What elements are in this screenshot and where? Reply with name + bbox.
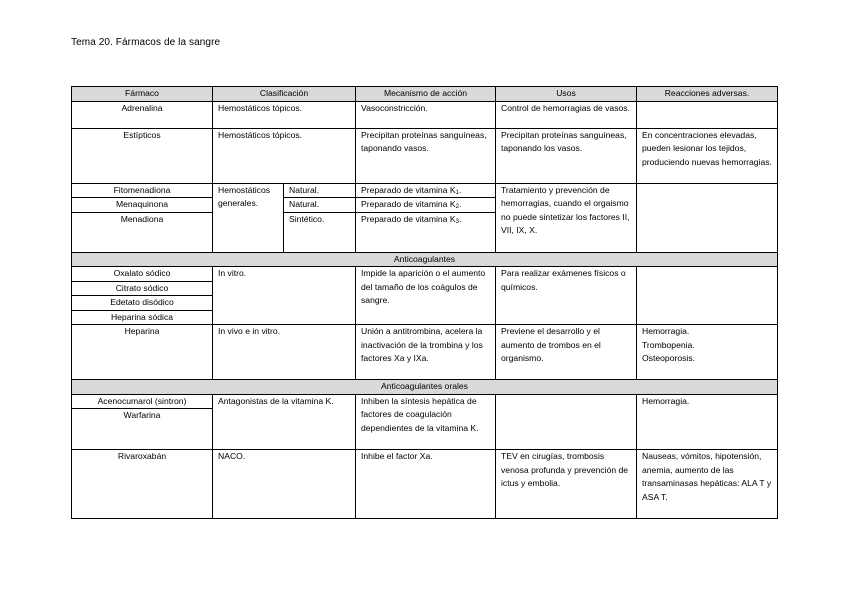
mechanism-cell: Unión a antitrombina, acelera la inactivación de la trombina y los factores Xa y IXa. <box>356 325 496 380</box>
classification-cell: Hemostáticos tópicos. <box>213 101 356 128</box>
drug-name: Citrato sódico <box>72 281 213 296</box>
mechanism-cell: Inhiben la síntesis hepática de factores de coagulación dependientes de la vitamina K. <box>356 394 496 450</box>
header-usos: Usos <box>496 87 637 102</box>
mechanism-cell <box>356 183 496 198</box>
vitamin-subscript: 3 <box>455 218 459 225</box>
header-farmaco: Fármaco <box>72 87 213 102</box>
table-row <box>72 267 778 282</box>
adverse-item: Osteoporosis. <box>642 353 696 363</box>
table-row <box>72 394 778 409</box>
mechanism-cell: Precipitan proteínas sanguíneas, taponando vasos. <box>356 128 496 183</box>
vitamin-subscript: 1 <box>455 189 459 196</box>
adverse-item: Hemorragia. <box>642 326 690 336</box>
adverse-item: Trombopenia. <box>642 339 695 350</box>
adverse-cell: En concentraciones elevadas, pueden lesionar los tejidos, produciendo nuevas hemorragias. <box>637 128 778 183</box>
section-anticoagulantes: Anticoagulantes <box>72 252 778 267</box>
classification-cell: In vivo e in vitro. <box>213 325 356 380</box>
mechanism-text: Preparado de vitamina K <box>361 184 456 195</box>
classification-cell: NACO. <box>213 450 356 519</box>
drug-name: Adrenalina <box>72 101 213 128</box>
uses-cell: TEV en cirugías, trombosis venosa profunda y prevención de ictus y embolia. <box>496 450 637 519</box>
drug-name: Fitomenadiona <box>72 183 213 198</box>
uses-cell: Tratamiento y prevención de hemorragias, cuando el orgaismo no puede sintetizar los factores II, VII, IX, X. <box>496 183 637 252</box>
adverse-cell <box>637 183 778 252</box>
header-reacciones: Reacciones adversas. <box>637 87 778 102</box>
drug-name: Oxalato sódico <box>72 267 213 282</box>
table-header-row <box>72 87 778 102</box>
header-clasificacion: Clasificación <box>213 87 356 102</box>
table-row <box>72 183 778 198</box>
drug-name: Acenocumarol (sintron) <box>72 394 213 409</box>
page-title: Tema 20. Fármacos de la sangre <box>71 37 221 48</box>
drug-name: Menaquinona <box>72 198 213 213</box>
adverse-cell <box>637 325 778 380</box>
drugs-table <box>71 86 778 519</box>
uses-cell: Previene el desarrollo y el aumento de trombos en el organismo. <box>496 325 637 380</box>
classification-cell: Hemostáticos tópicos. <box>213 128 356 183</box>
mechanism-text: Preparado de vitamina K <box>361 213 456 224</box>
table-row <box>72 450 778 519</box>
classification-cell: Antagonistas de la vitamina K. <box>213 394 356 450</box>
section-row <box>72 380 778 395</box>
classification-cell: In vitro. <box>213 267 356 325</box>
adverse-cell <box>637 101 778 128</box>
section-row <box>72 252 778 267</box>
mechanism-cell: Vasoconstricción. <box>356 101 496 128</box>
drug-name: Warfarina <box>72 409 213 450</box>
table-row <box>72 325 778 380</box>
header-mecanismo: Mecanismo de acción <box>356 87 496 102</box>
drug-name: Heparina sódica <box>72 310 213 325</box>
subtype-cell: Sintético. <box>284 212 356 252</box>
uses-cell: Precipitan proteínas sanguíneas, taponando los vasos. <box>496 128 637 183</box>
drug-name: Estípticos <box>72 128 213 183</box>
drug-name: Edetato disódico <box>72 296 213 311</box>
subtype-cell: Natural. <box>284 183 356 198</box>
drug-name: Rivaroxabán <box>72 450 213 519</box>
adverse-cell: Nauseas, vómitos, hipotensión, anemia, aumento de las transaminasas hepáticas: ALA T y ASA T. <box>637 450 778 519</box>
mechanism-suffix: . <box>458 213 462 224</box>
mechanism-suffix: . <box>458 184 462 195</box>
uses-cell: Para realizar exámenes físicos o químicos. <box>496 267 637 325</box>
mechanism-text: Preparado de vitamina K <box>361 199 456 209</box>
section-anticoagulantes-orales: Anticoagulantes orales <box>72 380 778 395</box>
adverse-cell: Hemorragia. <box>637 394 778 450</box>
mechanism-cell <box>356 198 496 213</box>
mechanism-cell: Inhibe el factor Xa. <box>356 450 496 519</box>
uses-cell <box>496 394 637 450</box>
uses-cell: Control de hemorragias de vasos. <box>496 101 637 128</box>
drug-name: Heparina <box>72 325 213 380</box>
mechanism-cell: Impide la aparición o el aumento del tamaño de los coágulos de sangre. <box>356 267 496 325</box>
adverse-cell <box>637 267 778 325</box>
table-row <box>72 101 778 128</box>
mechanism-suffix: . <box>458 199 462 209</box>
vitamin-subscript: 2 <box>455 204 459 210</box>
drug-name: Menadiona <box>72 212 213 252</box>
table-row <box>72 128 778 183</box>
classification-cell: Hemostáticos generales. <box>213 183 284 252</box>
mechanism-cell <box>356 212 496 252</box>
subtype-cell: Natural. <box>284 198 356 213</box>
